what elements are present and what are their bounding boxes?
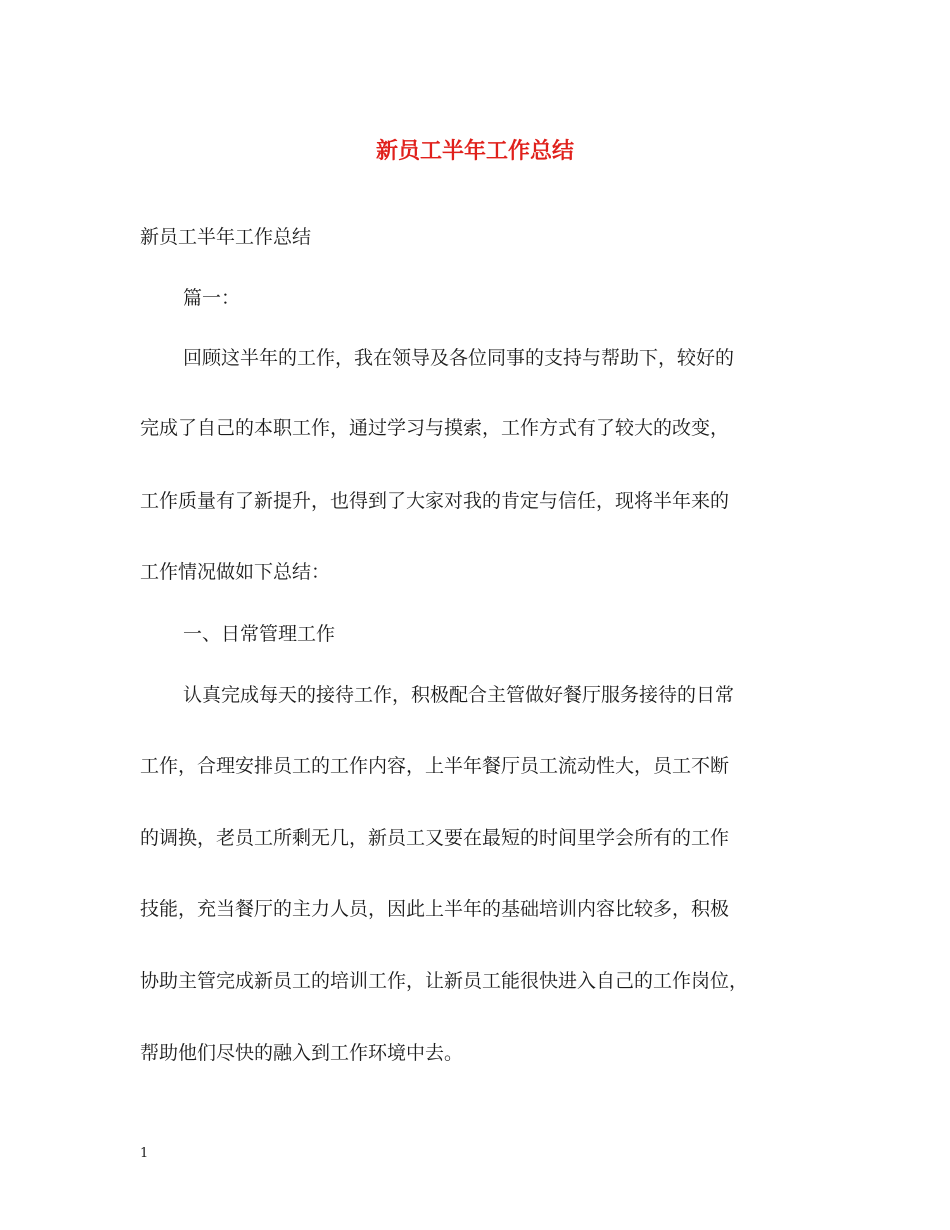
- page-number: 1: [140, 1146, 149, 1161]
- section-heading: 一、日常管理工作: [183, 623, 336, 645]
- paragraph-line: 帮助他们尽快的融入到工作环境中去。: [140, 1042, 464, 1064]
- paragraph-line: 回顾这半年的工作，我在领导及各位同事的支持与帮助下，较好的: [183, 347, 735, 369]
- paragraph-line: 工作质量有了新提升，也得到了大家对我的肯定与信任，现将半年来的: [140, 490, 730, 512]
- paragraph-line: 工作，合理安排员工的工作内容，上半年餐厅员工流动性大，员工不断: [140, 755, 730, 777]
- subtitle-line: 新员工半年工作总结: [140, 226, 312, 248]
- section-label: 篇一：: [183, 287, 241, 309]
- paragraph-line: 的调换，老员工所剩无几，新员工又要在最短的时间里学会所有的工作: [140, 827, 730, 849]
- paragraph-line: 工作情况做如下总结：: [140, 561, 331, 583]
- paragraph-line: 完成了自己的本职工作，通过学习与摸索，工作方式有了较大的改变，: [140, 417, 730, 439]
- paragraph-line: 协助主管完成新员工的培训工作，让新员工能很快进入自己的工作岗位，: [140, 970, 749, 992]
- document-title: 新员工半年工作总结: [375, 138, 574, 164]
- paragraph-line: 技能，充当餐厅的主力人员，因此上半年的基础培训内容比较多，积极: [140, 898, 730, 920]
- paragraph-line: 认真完成每天的接待工作，积极配合主管做好餐厅服务接待的日常: [183, 684, 735, 706]
